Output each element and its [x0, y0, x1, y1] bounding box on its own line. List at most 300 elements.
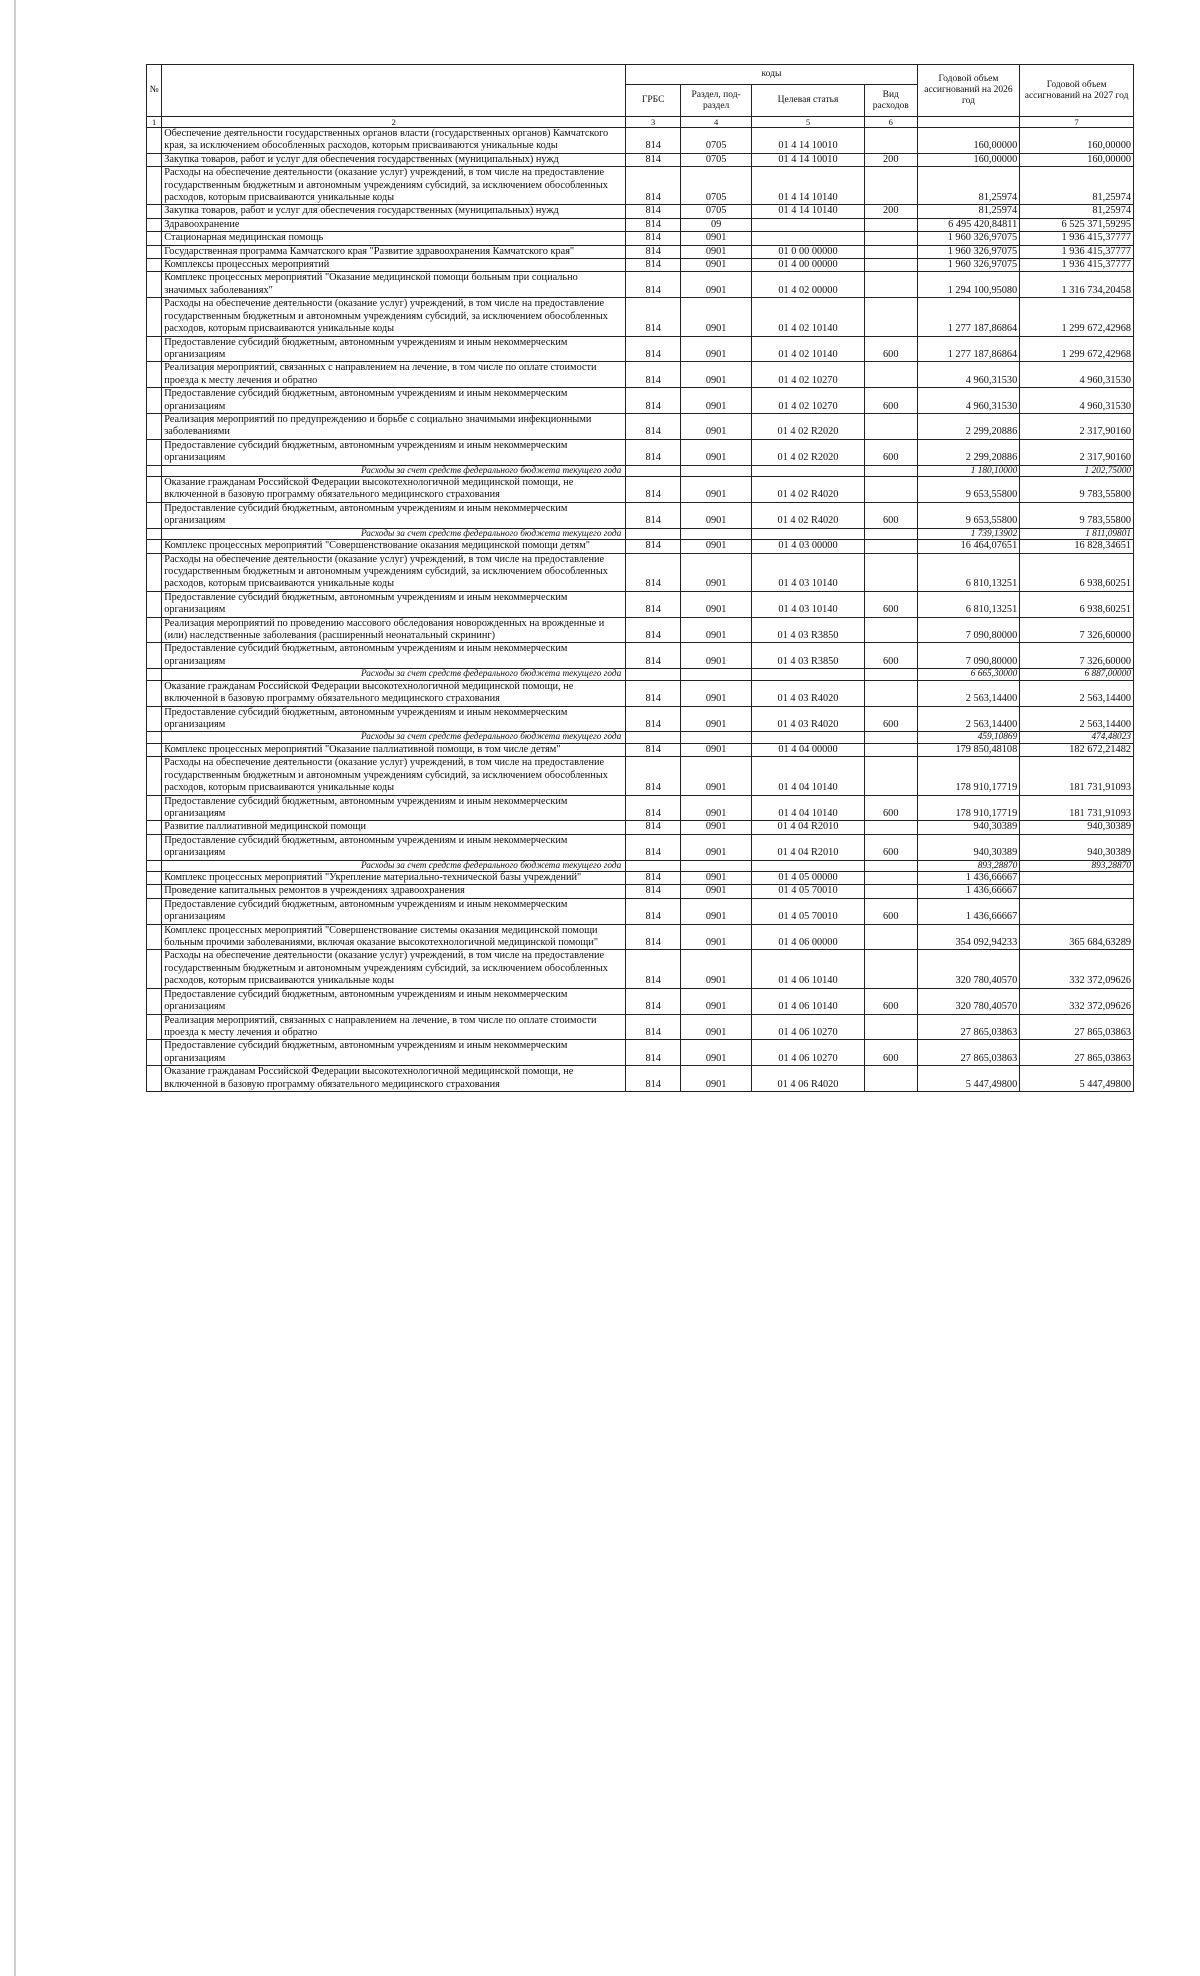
header-celevaya: Целевая статья — [752, 85, 865, 117]
row-number-cell — [147, 128, 162, 154]
razdel-cell: 0901 — [681, 617, 752, 643]
amount-2026-cell: 6 810,13251 — [917, 553, 1020, 591]
grbs-cell: 814 — [626, 128, 681, 154]
amount-2027-cell: 7 326,60000 — [1020, 643, 1134, 669]
razdel-cell: 0705 — [681, 205, 752, 218]
amount-2027-cell: 1 936 415,37777 — [1020, 259, 1134, 272]
amount-2026-cell: 4 960,31530 — [917, 362, 1020, 388]
row-name-cell: Реализация мероприятий, связанных с направлением на лечение, в том числе по оплате стоимости проезда к месту лечения и обратно — [162, 362, 626, 388]
amount-2026-cell: 27 865,03863 — [917, 1014, 1020, 1040]
table-row — [147, 795, 1134, 821]
table-row — [147, 1014, 1134, 1040]
amount-2026-cell: 1 294 100,95080 — [917, 272, 1020, 298]
razdel-cell: 0901 — [681, 413, 752, 439]
celevaya-cell: 01 0 00 00000 — [752, 245, 865, 258]
amount-2026-cell: 2 563,14400 — [917, 680, 1020, 706]
row-number-cell — [147, 643, 162, 669]
row-name-cell: Расходы за счет средств федерального бюджета текущего года — [162, 465, 626, 477]
razdel-cell: 09 — [681, 218, 752, 231]
amount-2027-cell: 365 684,63289 — [1020, 924, 1134, 950]
table-row — [147, 362, 1134, 388]
row-number-cell — [147, 413, 162, 439]
celevaya-cell: 01 4 06 00000 — [752, 924, 865, 950]
razdel-cell: 0901 — [681, 540, 752, 553]
amount-2026-cell: 2 299,20886 — [917, 439, 1020, 465]
amount-2027-cell — [1020, 898, 1134, 924]
amount-2026-cell: 1 436,66667 — [917, 898, 1020, 924]
vid-cell — [864, 528, 917, 540]
celevaya-cell: 01 4 02 10270 — [752, 362, 865, 388]
vid-cell — [864, 1066, 917, 1092]
razdel-cell: 0901 — [681, 439, 752, 465]
razdel-cell: 0901 — [681, 821, 752, 834]
grbs-cell: 814 — [626, 232, 681, 245]
celevaya-cell: 01 4 06 R4020 — [752, 1066, 865, 1092]
amount-2027-cell: 332 372,09626 — [1020, 988, 1134, 1014]
celevaya-cell: 01 4 02 10140 — [752, 336, 865, 362]
razdel-cell: 0901 — [681, 1040, 752, 1066]
table-row — [147, 988, 1134, 1014]
celevaya-cell: 01 4 04 R2010 — [752, 834, 865, 860]
row-name-cell: Закупка товаров, работ и услуг для обеспечения государственных (муниципальных) нужд — [162, 205, 626, 218]
grbs-cell: 814 — [626, 477, 681, 503]
row-name-cell: Комплекс процессных мероприятий "Укрепление материально-технической базы учреждений" — [162, 872, 626, 885]
row-number-cell — [147, 272, 162, 298]
amount-2026-cell: 1 277 187,86864 — [917, 298, 1020, 336]
table-row — [147, 205, 1134, 218]
row-name-cell: Расходы на обеспечение деятельности (оказание услуг) учреждений, в том числе на предоставление государственным бюджетным и автономным учреждениям субсидий, за исключением обособленных расходов, которым присваиваются уникальные коды — [162, 553, 626, 591]
grbs-cell: 814 — [626, 218, 681, 231]
amount-2026-cell: 160,00000 — [917, 128, 1020, 154]
grbs-cell: 814 — [626, 950, 681, 988]
grbs-cell: 814 — [626, 643, 681, 669]
vid-cell — [864, 924, 917, 950]
row-number-cell — [147, 362, 162, 388]
amount-2026-cell: 6 495 420,84811 — [917, 218, 1020, 231]
table-body — [147, 128, 1134, 1092]
grbs-cell: 814 — [626, 298, 681, 336]
vid-cell — [864, 272, 917, 298]
vid-cell — [864, 872, 917, 885]
grbs-cell: 814 — [626, 245, 681, 258]
row-name-cell: Реализация мероприятий, связанных с направлением на лечение, в том числе по оплате стоимости проезда к месту лечения и обратно — [162, 1014, 626, 1040]
table-row — [147, 885, 1134, 898]
row-name-cell: Расходы на обеспечение деятельности (оказание услуг) учреждений, в том числе на предоставление государственным бюджетным и автономным учреждениям субсидий, за исключением обособленных расходов, которым присваиваются уникальные коды — [162, 950, 626, 988]
razdel-cell: 0901 — [681, 872, 752, 885]
razdel-cell: 0901 — [681, 362, 752, 388]
header-name — [162, 65, 626, 117]
vid-cell — [864, 540, 917, 553]
grbs-cell: 814 — [626, 413, 681, 439]
row-name-cell: Расходы за счет средств федерального бюджета текущего года — [162, 860, 626, 872]
razdel-cell: 0901 — [681, 272, 752, 298]
col-index: 5 — [752, 117, 865, 128]
col-index — [917, 117, 1020, 128]
col-index: 4 — [681, 117, 752, 128]
razdel-cell: 0901 — [681, 591, 752, 617]
header-codes: коды — [626, 65, 917, 85]
table-row — [147, 1066, 1134, 1092]
celevaya-cell: 01 4 03 R3850 — [752, 643, 865, 669]
vid-cell: 200 — [864, 153, 917, 166]
grbs-cell: 814 — [626, 885, 681, 898]
grbs-cell: 814 — [626, 795, 681, 821]
vid-cell: 600 — [864, 1040, 917, 1066]
table-row — [147, 617, 1134, 643]
row-name-cell: Расходы на обеспечение деятельности (оказание услуг) учреждений, в том числе на предоставление государственным бюджетным и автономным учреждениям субсидий, за исключением обособленных расходов, которым присваиваются уникальные коды — [162, 757, 626, 795]
celevaya-cell — [752, 669, 865, 681]
table-row — [147, 153, 1134, 166]
amount-2027-cell: 2 317,90160 — [1020, 413, 1134, 439]
amount-2026-cell: 1 739,13902 — [917, 528, 1020, 540]
row-name-cell: Комплекс процессных мероприятий "Оказание медицинской помощи больным при социально значимых заболеваниях" — [162, 272, 626, 298]
grbs-cell: 814 — [626, 821, 681, 834]
grbs-cell: 814 — [626, 388, 681, 414]
table-row — [147, 272, 1134, 298]
table-row — [147, 336, 1134, 362]
amount-2027-cell: 1 299 672,42968 — [1020, 336, 1134, 362]
row-number-cell — [147, 1040, 162, 1066]
razdel-cell — [681, 860, 752, 872]
grbs-cell: 814 — [626, 540, 681, 553]
vid-cell: 600 — [864, 834, 917, 860]
amount-2026-cell: 27 865,03863 — [917, 1040, 1020, 1066]
razdel-cell: 0901 — [681, 680, 752, 706]
grbs-cell: 814 — [626, 617, 681, 643]
header-razdel: Раздел, под-раздел — [681, 85, 752, 117]
razdel-cell: 0901 — [681, 950, 752, 988]
table-row — [147, 834, 1134, 860]
vid-cell — [864, 680, 917, 706]
row-name-cell: Проведение капитальных ремонтов в учреждениях здравоохранения — [162, 885, 626, 898]
scan-edge-line — [14, 0, 16, 1976]
celevaya-cell: 01 4 04 10140 — [752, 795, 865, 821]
grbs-cell: 814 — [626, 1066, 681, 1092]
row-number-cell — [147, 924, 162, 950]
table-row — [147, 743, 1134, 756]
amount-2027-cell: 940,30389 — [1020, 834, 1134, 860]
amount-2027-cell: 81,25974 — [1020, 205, 1134, 218]
row-name-cell: Развитие паллиативной медицинской помощи — [162, 821, 626, 834]
celevaya-cell: 01 4 06 10140 — [752, 988, 865, 1014]
vid-cell: 600 — [864, 439, 917, 465]
amount-2027-cell: 6 887,00000 — [1020, 669, 1134, 681]
amount-2026-cell: 940,30389 — [917, 834, 1020, 860]
row-name-cell: Комплекс процессных мероприятий "Совершенствование системы оказания медицинской помощи больным прочими заболеваниями, включая оказание высокотехнологичной медицинской помощи" — [162, 924, 626, 950]
row-number-cell — [147, 860, 162, 872]
row-name-cell: Предоставление субсидий бюджетным, автономным учреждениям и иным некоммерческим организациям — [162, 591, 626, 617]
amount-2027-cell: 2 563,14400 — [1020, 706, 1134, 732]
amount-2027-cell: 893,28870 — [1020, 860, 1134, 872]
row-number-cell — [147, 834, 162, 860]
amount-2026-cell: 459,10869 — [917, 732, 1020, 744]
table-row — [147, 128, 1134, 154]
row-number-cell — [147, 205, 162, 218]
header-grbs: ГРБС — [626, 85, 681, 117]
row-number-cell — [147, 153, 162, 166]
celevaya-cell: 01 4 02 00000 — [752, 272, 865, 298]
amount-2026-cell: 1 436,66667 — [917, 885, 1020, 898]
amount-2027-cell: 160,00000 — [1020, 153, 1134, 166]
razdel-cell: 0901 — [681, 553, 752, 591]
row-name-cell: Комплекс процессных мероприятий "Оказание паллиативной помощи, в том числе детям" — [162, 743, 626, 756]
amount-2026-cell: 1 960 326,97075 — [917, 259, 1020, 272]
table-row — [147, 540, 1134, 553]
celevaya-cell — [752, 860, 865, 872]
celevaya-cell: 01 4 04 10140 — [752, 757, 865, 795]
celevaya-cell: 01 4 06 10140 — [752, 950, 865, 988]
table-row — [147, 218, 1134, 231]
row-number-cell — [147, 553, 162, 591]
razdel-cell: 0901 — [681, 885, 752, 898]
row-name-cell: Расходы на обеспечение деятельности (оказание услуг) учреждений, в том числе на предоставление государственным бюджетным и автономным учреждениям субсидий, за исключением обособленных расходов, которым присваиваются уникальные коды — [162, 298, 626, 336]
celevaya-cell: 01 4 06 10270 — [752, 1040, 865, 1066]
amount-2027-cell: 9 783,55800 — [1020, 477, 1134, 503]
row-name-cell: Расходы на обеспечение деятельности (оказание услуг) учреждений, в том числе на предоставление государственным бюджетным и автономным учреждениям субсидий, за исключением обособленных расходов, которым присваиваются уникальные коды — [162, 167, 626, 205]
row-name-cell: Предоставление субсидий бюджетным, автономным учреждениям и иным некоммерческим организациям — [162, 502, 626, 528]
amount-2027-cell: 2 317,90160 — [1020, 439, 1134, 465]
row-number-cell — [147, 757, 162, 795]
celevaya-cell: 01 4 03 10140 — [752, 553, 865, 591]
celevaya-cell: 01 4 03 R3850 — [752, 617, 865, 643]
table-row — [147, 245, 1134, 258]
vid-cell: 200 — [864, 205, 917, 218]
federal-budget-row — [147, 860, 1134, 872]
amount-2027-cell: 6 938,60251 — [1020, 553, 1134, 591]
amount-2027-cell: 182 672,21482 — [1020, 743, 1134, 756]
row-number-cell — [147, 232, 162, 245]
vid-cell: 600 — [864, 591, 917, 617]
row-number-cell — [147, 298, 162, 336]
row-name-cell: Предоставление субсидий бюджетным, автономным учреждениям и иным некоммерческим организациям — [162, 439, 626, 465]
row-number-cell — [147, 1066, 162, 1092]
vid-cell — [864, 757, 917, 795]
amount-2026-cell: 354 092,94233 — [917, 924, 1020, 950]
table-row — [147, 232, 1134, 245]
amount-2026-cell: 179 850,48108 — [917, 743, 1020, 756]
amount-2027-cell: 6 938,60251 — [1020, 591, 1134, 617]
row-number-cell — [147, 885, 162, 898]
amount-2027-cell: 940,30389 — [1020, 821, 1134, 834]
celevaya-cell: 01 4 02 R4020 — [752, 477, 865, 503]
amount-2026-cell: 160,00000 — [917, 153, 1020, 166]
celevaya-cell: 01 4 00 00000 — [752, 259, 865, 272]
vid-cell — [864, 885, 917, 898]
celevaya-cell: 01 4 14 10010 — [752, 128, 865, 154]
grbs-cell — [626, 860, 681, 872]
vid-cell — [864, 128, 917, 154]
col-index: 1 — [147, 117, 162, 128]
row-name-cell: Расходы за счет средств федерального бюджета текущего года — [162, 732, 626, 744]
amount-2027-cell: 6 525 371,59295 — [1020, 218, 1134, 231]
row-number-cell — [147, 502, 162, 528]
grbs-cell: 814 — [626, 439, 681, 465]
razdel-cell — [681, 465, 752, 477]
celevaya-cell: 01 4 06 10270 — [752, 1014, 865, 1040]
razdel-cell — [681, 732, 752, 744]
celevaya-cell: 01 4 05 00000 — [752, 872, 865, 885]
header-num: № — [147, 65, 162, 117]
amount-2027-cell: 1 202,75000 — [1020, 465, 1134, 477]
razdel-cell: 0901 — [681, 336, 752, 362]
row-name-cell: Предоставление субсидий бюджетным, автономным учреждениям и иным некоммерческим организациям — [162, 1040, 626, 1066]
federal-budget-row — [147, 528, 1134, 540]
grbs-cell: 814 — [626, 706, 681, 732]
amount-2027-cell: 27 865,03863 — [1020, 1040, 1134, 1066]
celevaya-cell: 01 4 02 R4020 — [752, 502, 865, 528]
vid-cell: 600 — [864, 795, 917, 821]
row-name-cell: Предоставление субсидий бюджетным, автономным учреждениям и иным некоммерческим организациям — [162, 643, 626, 669]
amount-2026-cell: 1 960 326,97075 — [917, 232, 1020, 245]
grbs-cell — [626, 465, 681, 477]
amount-2027-cell: 5 447,49800 — [1020, 1066, 1134, 1092]
amount-2027-cell: 332 372,09626 — [1020, 950, 1134, 988]
amount-2026-cell: 893,28870 — [917, 860, 1020, 872]
vid-cell — [864, 821, 917, 834]
table-row — [147, 167, 1134, 205]
row-number-cell — [147, 617, 162, 643]
col-index: 7 — [1020, 117, 1134, 128]
row-name-cell: Комплекс процессных мероприятий "Совершенствование оказания медицинской помощи детям" — [162, 540, 626, 553]
vid-cell — [864, 950, 917, 988]
col-index: 6 — [864, 117, 917, 128]
vid-cell: 600 — [864, 502, 917, 528]
grbs-cell: 814 — [626, 272, 681, 298]
razdel-cell: 0705 — [681, 167, 752, 205]
vid-cell — [864, 167, 917, 205]
amount-2026-cell: 6 810,13251 — [917, 591, 1020, 617]
amount-2026-cell: 81,25974 — [917, 167, 1020, 205]
amount-2027-cell: 1 299 672,42968 — [1020, 298, 1134, 336]
grbs-cell: 814 — [626, 259, 681, 272]
table-row — [147, 439, 1134, 465]
amount-2027-cell: 181 731,91093 — [1020, 795, 1134, 821]
row-number-cell — [147, 743, 162, 756]
federal-budget-row — [147, 465, 1134, 477]
amount-2026-cell: 5 447,49800 — [917, 1066, 1020, 1092]
row-number-cell — [147, 898, 162, 924]
vid-cell — [864, 218, 917, 231]
razdel-cell: 0901 — [681, 245, 752, 258]
amount-2027-cell: 16 828,34651 — [1020, 540, 1134, 553]
header-vid: Вид расходов — [864, 85, 917, 117]
grbs-cell: 814 — [626, 167, 681, 205]
razdel-cell: 0901 — [681, 388, 752, 414]
row-number-cell — [147, 465, 162, 477]
celevaya-cell — [752, 465, 865, 477]
row-number-cell — [147, 528, 162, 540]
grbs-cell: 814 — [626, 553, 681, 591]
amount-2026-cell: 2 299,20886 — [917, 413, 1020, 439]
razdel-cell: 0901 — [681, 743, 752, 756]
row-name-cell: Предоставление субсидий бюджетным, автономным учреждениям и иным некоммерческим организациям — [162, 988, 626, 1014]
row-number-cell — [147, 477, 162, 503]
amount-2026-cell: 320 780,40570 — [917, 950, 1020, 988]
budget-table — [146, 64, 1134, 1092]
col-index: 3 — [626, 117, 681, 128]
amount-2027-cell: 7 326,60000 — [1020, 617, 1134, 643]
amount-2026-cell: 1 436,66667 — [917, 872, 1020, 885]
table-row — [147, 298, 1134, 336]
row-number-cell — [147, 218, 162, 231]
amount-2027-cell: 1 316 734,20458 — [1020, 272, 1134, 298]
vid-cell: 600 — [864, 706, 917, 732]
row-name-cell: Предоставление субсидий бюджетным, автономным учреждениям и иным некоммерческим организациям — [162, 706, 626, 732]
razdel-cell: 0901 — [681, 643, 752, 669]
row-name-cell: Государственная программа Камчатского края "Развитие здравоохранения Камчатского края" — [162, 245, 626, 258]
amount-2026-cell: 7 090,80000 — [917, 617, 1020, 643]
col-index: 2 — [162, 117, 626, 128]
amount-2026-cell: 320 780,40570 — [917, 988, 1020, 1014]
amount-2027-cell: 9 783,55800 — [1020, 502, 1134, 528]
celevaya-cell: 01 4 03 R4020 — [752, 706, 865, 732]
row-number-cell — [147, 336, 162, 362]
razdel-cell: 0901 — [681, 1014, 752, 1040]
celevaya-cell: 01 4 05 70010 — [752, 898, 865, 924]
celevaya-cell: 01 4 14 10140 — [752, 205, 865, 218]
celevaya-cell: 01 4 03 00000 — [752, 540, 865, 553]
amount-2026-cell: 1 180,10000 — [917, 465, 1020, 477]
grbs-cell — [626, 528, 681, 540]
celevaya-cell — [752, 528, 865, 540]
table-row — [147, 950, 1134, 988]
celevaya-cell: 01 4 02 R2020 — [752, 413, 865, 439]
razdel-cell: 0901 — [681, 757, 752, 795]
grbs-cell — [626, 732, 681, 744]
vid-cell: 600 — [864, 988, 917, 1014]
row-name-cell: Предоставление субсидий бюджетным, автономным учреждениям и иным некоммерческим организациям — [162, 388, 626, 414]
federal-budget-row — [147, 669, 1134, 681]
vid-cell — [864, 1014, 917, 1040]
table-row — [147, 477, 1134, 503]
amount-2027-cell: 474,48023 — [1020, 732, 1134, 744]
vid-cell — [864, 860, 917, 872]
vid-cell — [864, 732, 917, 744]
razdel-cell: 0901 — [681, 795, 752, 821]
amount-2027-cell: 160,00000 — [1020, 128, 1134, 154]
razdel-cell: 0705 — [681, 128, 752, 154]
razdel-cell: 0705 — [681, 153, 752, 166]
grbs-cell: 814 — [626, 502, 681, 528]
row-name-cell: Оказание гражданам Российской Федерации высокотехнологичной медицинской помощи, не включенной в базовую программу обязательного медицинского страхования — [162, 680, 626, 706]
amount-2026-cell: 81,25974 — [917, 205, 1020, 218]
row-name-cell: Обеспечение деятельности государственных органов власти (государственных органов) Камчатского края, за исключением обособленных расходов, которым присваиваются уникальные коды — [162, 128, 626, 154]
amount-2027-cell — [1020, 872, 1134, 885]
grbs-cell: 814 — [626, 757, 681, 795]
row-name-cell: Расходы за счет средств федерального бюджета текущего года — [162, 528, 626, 540]
celevaya-cell — [752, 218, 865, 231]
table-row — [147, 872, 1134, 885]
grbs-cell: 814 — [626, 1040, 681, 1066]
amount-2027-cell: 2 563,14400 — [1020, 680, 1134, 706]
row-number-cell — [147, 732, 162, 744]
amount-2026-cell: 9 653,55800 — [917, 477, 1020, 503]
row-name-cell: Здравоохранение — [162, 218, 626, 231]
header-2026: Годовой объем ассигнований на 2026 год — [917, 65, 1020, 117]
table-row — [147, 757, 1134, 795]
amount-2026-cell: 1 960 326,97075 — [917, 245, 1020, 258]
grbs-cell: 814 — [626, 898, 681, 924]
amount-2027-cell: 4 960,31530 — [1020, 362, 1134, 388]
vid-cell — [864, 245, 917, 258]
vid-cell — [864, 465, 917, 477]
table-row — [147, 680, 1134, 706]
vid-cell — [864, 259, 917, 272]
row-number-cell — [147, 821, 162, 834]
celevaya-cell — [752, 232, 865, 245]
table-row — [147, 553, 1134, 591]
row-name-cell: Оказание гражданам Российской Федерации высокотехнологичной медицинской помощи, не включенной в базовую программу обязательного медицинского страхования — [162, 477, 626, 503]
